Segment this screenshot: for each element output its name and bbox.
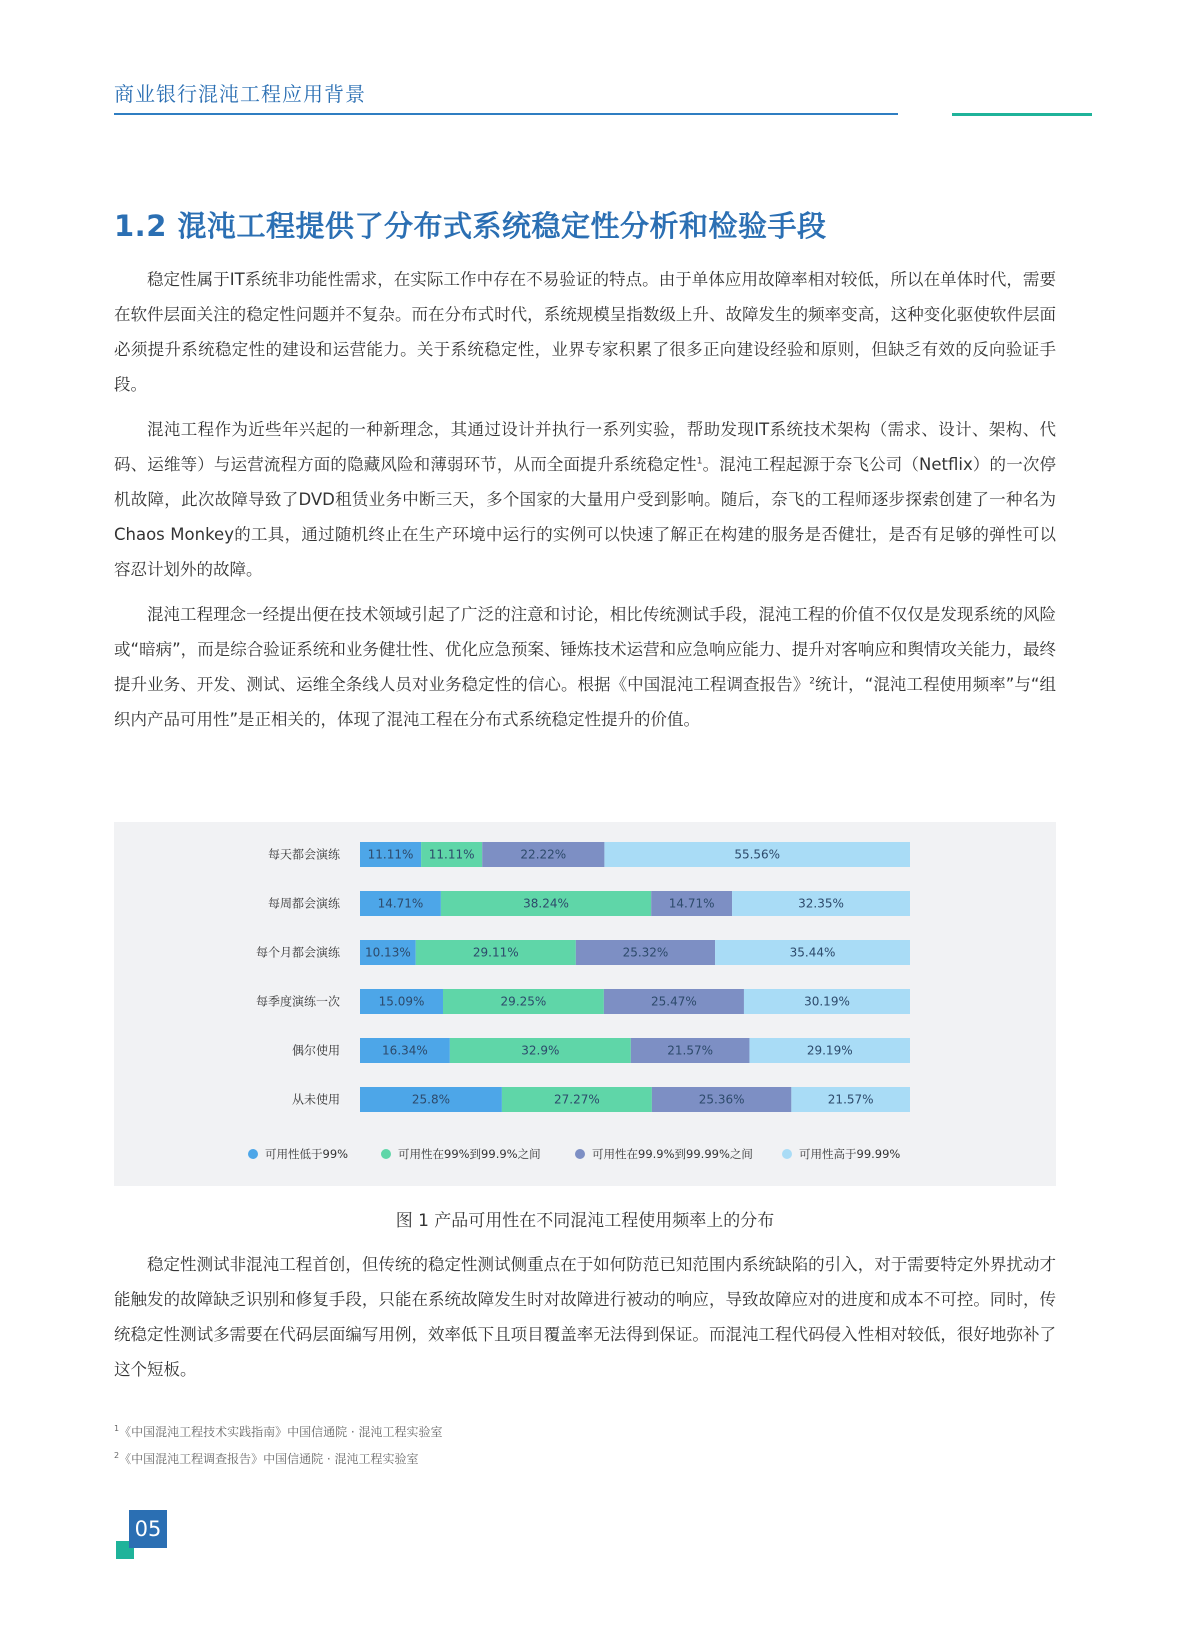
data-label: 14.71% xyxy=(377,896,424,911)
legend-label: 可用性在99%到99.9%之间 xyxy=(398,1147,541,1161)
footnote-2-mark: 2 xyxy=(114,1451,120,1460)
data-label: 11.11% xyxy=(367,847,414,862)
legend-dot xyxy=(575,1149,585,1159)
category-label: 偶尔使用 xyxy=(291,1043,340,1058)
category-label: 每周都会演练 xyxy=(267,896,340,911)
data-label: 38.24% xyxy=(523,896,569,911)
legend-dot xyxy=(248,1149,258,1159)
paragraph-2-part-b: 。混沌工程起源于奈飞公司（Netflix）的一次停机故障，此次故障导致了DVD租赁业务中断三天，多个国家的大量用户受到影响。随后，奈飞的工程师逐步探索创建了一种名为Chaos Monkey的工具，通过随机终止在生产环境中运行的实例可以快速了解正在构建的服务是否健壮，是否有足够的弹性可以容忍计划外的故障。 xyxy=(114,455,1056,579)
footnote-1 xyxy=(114,1423,443,1440)
data-label: 32.35% xyxy=(798,896,844,911)
data-label: 29.19% xyxy=(806,1043,853,1058)
data-label: 11.11% xyxy=(428,847,475,862)
footnote-2 xyxy=(114,1450,419,1467)
data-label: 29.11% xyxy=(472,945,519,960)
paragraph-3-part-b: 统计，“混沌工程使用频率”与“组织内产品可用性”是正相关的，体现了混沌工程在分布式系统稳定性提升的价值。 xyxy=(114,675,1057,729)
legend-label: 可用性在99.9%到99.99%之间 xyxy=(592,1147,753,1161)
paragraph-2-part-a: 混沌工程作为近些年兴起的一种新理念，其通过设计并执行一系列实验，帮助发现IT系统技术架构（需求、设计、架构、代码、运维等）与运营流程方面的隐藏风险和薄弱环节，从而全面提升系统稳定性 xyxy=(114,420,1056,474)
header-accent-bar xyxy=(952,113,1092,116)
legend-dot xyxy=(381,1149,391,1159)
footnote-1-text: 《中国混沌工程技术实践指南》中国信通院 · 混沌工程实验室 xyxy=(119,1425,443,1439)
data-label: 25.47% xyxy=(651,994,697,1009)
footnote-2-text: 《中国混沌工程调查报告》中国信通院 · 混沌工程实验室 xyxy=(119,1452,419,1466)
paragraph-3-part-a: 混沌工程理念一经提出便在技术领域引起了广泛的注意和讨论，相比传统测试手段，混沌工程的价值不仅仅是发现系统的风险或“暗病”，而是综合验证系统和业务健壮性、优化应急预案、锤炼技术运营和应急响应能力、提升对客响应和舆情攻关能力，最终提升业务、开发、测试、运维全条线人员对业务稳定性的信心。根据《中国混沌工程调查报告》 xyxy=(114,605,1056,694)
data-label: 27.27% xyxy=(554,1092,600,1107)
availability-chart xyxy=(114,822,1056,1186)
data-label: 21.57% xyxy=(667,1043,714,1058)
category-label: 每季度演练一次 xyxy=(255,994,340,1009)
category-label: 每天都会演练 xyxy=(267,847,340,862)
paragraph-1: 稳定性属于IT系统非功能性需求，在实际工作中存在不易验证的特点。由于单体应用故障率相对较低，所以在单体时代，需要在软件层面关注的稳定性问题并不复杂。而在分布式时代，系统规模呈指数级上升、故障发生的频率变高，这种变化驱使软件层面必须提升系统稳定性的建设和运营能力。关于系统稳定性，业界专家积累了很多正向建设经验和原则，但缺乏有效的反向验证手段。 xyxy=(114,270,1056,394)
data-label: 29.25% xyxy=(500,994,547,1009)
section-title: 1.2 混沌工程提供了分布式系统稳定性分析和检验手段 xyxy=(114,209,827,243)
data-label: 14.71% xyxy=(668,896,715,911)
legend-label: 可用性高于99.99% xyxy=(799,1147,901,1161)
paragraph-4: 稳定性测试非混沌工程首创，但传统的稳定性测试侧重点在于如何防范已知范围内系统缺陷的引入，对于需要特定外界扰动才能触发的故障缺乏识别和修复手段，只能在系统故障发生时对故障进行被动的响应，导致故障应对的进度和成本不可控。同时，传统稳定性测试多需要在代码层面编写用例，效率低下且项目覆盖率无法得到保证。而混沌工程代码侵入性相对较低，很好地弥补了这个短板。 xyxy=(114,1255,1056,1379)
data-label: 32.9% xyxy=(521,1043,560,1058)
footnote-1-mark: 1 xyxy=(114,1424,120,1433)
stacked-bar-chart xyxy=(114,822,1056,1186)
data-label: 21.57% xyxy=(827,1092,874,1107)
data-label: 30.19% xyxy=(804,994,850,1009)
category-label: 从未使用 xyxy=(291,1092,340,1107)
data-label: 25.8% xyxy=(411,1092,451,1107)
data-label: 35.44% xyxy=(789,945,836,960)
figure-caption: 图 1 产品可用性在不同混沌工程使用频率上的分布 xyxy=(395,1211,775,1231)
data-label: 22.22% xyxy=(520,847,567,862)
data-label: 55.56% xyxy=(734,847,781,862)
footnote-ref-1[interactable]: 1 xyxy=(696,456,703,467)
data-label: 16.34% xyxy=(382,1043,428,1058)
paragraph-2 xyxy=(114,412,1056,587)
footnote-ref-2[interactable]: 2 xyxy=(809,676,815,687)
data-label: 25.36% xyxy=(698,1092,745,1107)
data-label: 15.09% xyxy=(378,994,425,1009)
legend-dot xyxy=(782,1149,792,1159)
header-title: 商业银行混沌工程应用背景 xyxy=(114,82,366,106)
legend-label: 可用性低于99% xyxy=(265,1147,349,1161)
page-number: 05 xyxy=(129,1510,167,1548)
header-divider xyxy=(114,113,898,115)
data-label: 25.32% xyxy=(622,945,669,960)
paragraph-3 xyxy=(114,597,1056,737)
category-label: 每个月都会演练 xyxy=(255,945,340,960)
data-label: 10.13% xyxy=(364,945,411,960)
